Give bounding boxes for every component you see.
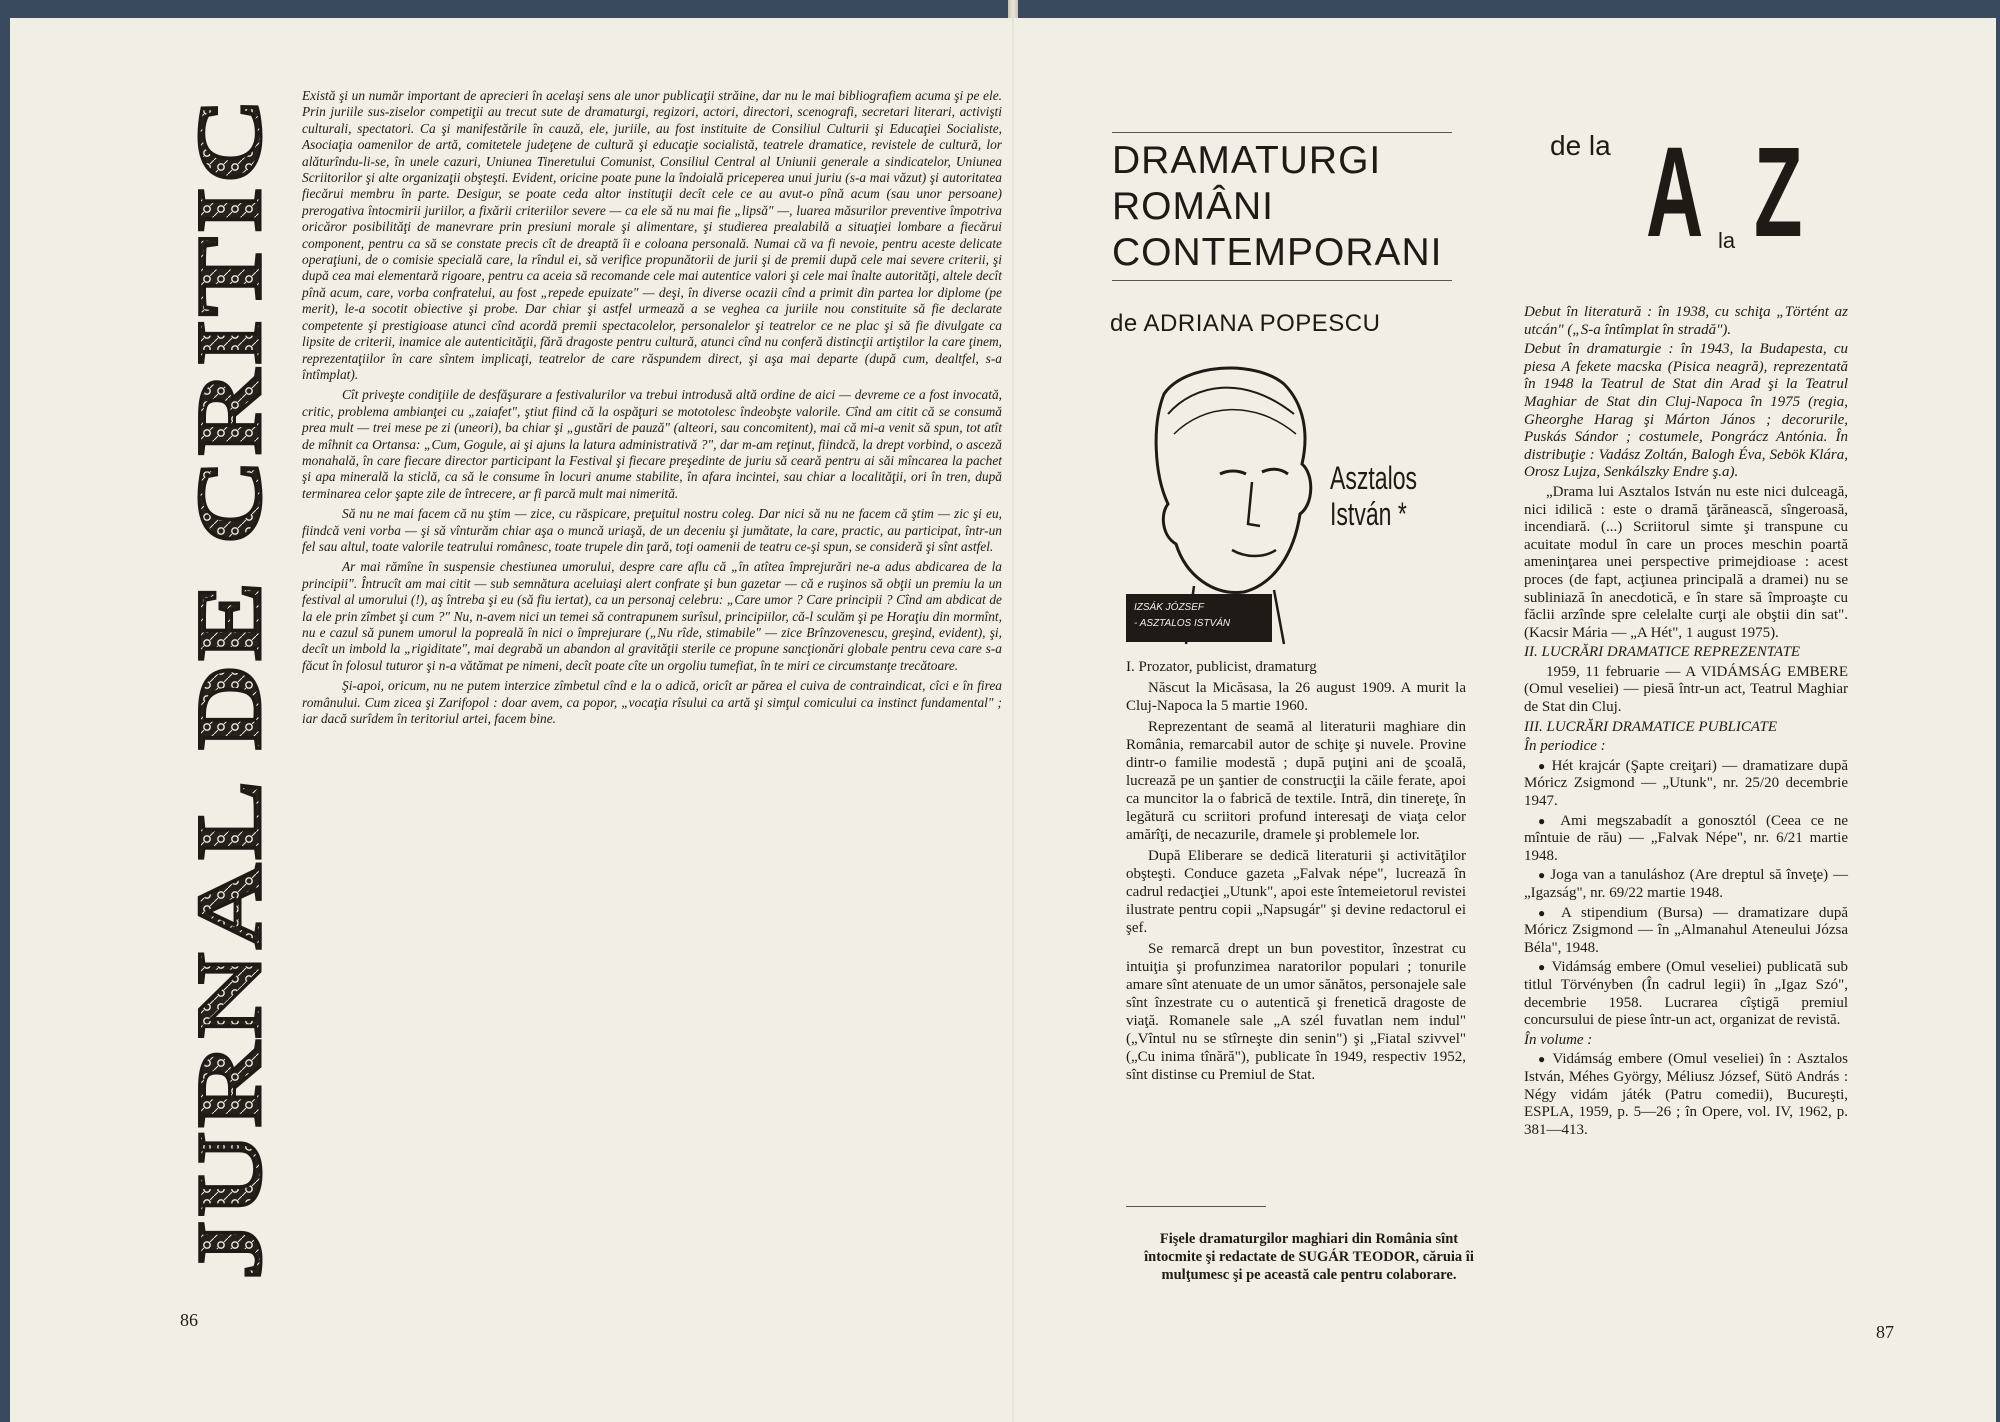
debut-literature: Debut în literatură : în 1938, cu schiţa „Történt az utcán" („S-a întîmplat în stradă"). xyxy=(1524,304,1848,338)
page-number-left: 86 xyxy=(180,1310,198,1330)
works-column xyxy=(1524,304,1848,1141)
credit-note: Fişele dramaturgilor maghiari din România sînt întocmite şi redactate de SUGÁR TEODOR, căruia îi mulţumesc şi pe această cale pentru colaborare. xyxy=(1144,1231,1474,1283)
headline-top-rule xyxy=(1112,132,1452,133)
credit-rule xyxy=(1126,1206,1266,1207)
article-paragraph-3: Să nu ne mai facem că nu ştim — zice, cu răspicare, preţuitul nostru coleg. Dar nici să nu ne facem că ştim — zic şi eu, fiindcă veni vorba — şi să vînturăm chiar aşa o muncă uriaşă, de un deceniu şi jumătate, la care, practic, au participat, într-un fel sau altul, toate valorile teatrului românesc, toate trupele din ţară, toţi oamenii de teatru ce-şi spun, se consideră şi sînt astfel. xyxy=(302,506,1002,554)
section-heading-published: III. LUCRĂRI DRAMATICE PUBLICATE xyxy=(1524,718,1778,735)
list-item-text: Ami megszabadít a gonosztól (Ceea ce ne mîntuie de rău) — „Falvak Népe", nr. 6/21 martie 1948. xyxy=(1524,812,1848,864)
article-paragraph-5: Şi-apoi, oricum, nu ne putem interzice zîmbetul cînd e la o adică, oricît ar părea el cuiva de contraindicat, cîci e în firea românului. Cum zicea şi Zarifopol : doar avem, ca popor, „vocaţia rîsului ca artă şi simţul comicului ca instinct fundamental" ; iar dacă surîdem în teritoriul artei, facem bine. xyxy=(302,678,1002,727)
headline-line-3: CONTEMPORANI xyxy=(1112,231,1443,274)
author-byline: de ADRIANA POPESCU xyxy=(1110,310,1381,337)
list-item-text: Vidámság embere (Omul veseliei) în : Asztalos István, Méhes György, Méliusz József, Sütö András : Négy vidám játék (Patru comedii), Bucureşti, ESPLA, 1959, p. 5—26 ; în Opere, vol. IV, 1962, p. 381—413. xyxy=(1524,1051,1848,1138)
list-item xyxy=(1524,905,1848,958)
subject-name xyxy=(1330,460,1417,532)
list-item xyxy=(1524,867,1848,902)
biography-paragraph-3: După Eliberare se dedică literaturii şi activităţilor obşteşti. Conduce gazeta „Falvak népe", lucrează în cadrul redacţiei „Utunk", apoi este întemeietorul revistei ilustrate pentru copii „Napsugár" şi devine redactorul ei şef. xyxy=(1126,848,1466,936)
bullet-icon: ● xyxy=(1538,1052,1553,1067)
series-headline xyxy=(1112,138,1472,276)
banner-title: JURNAL DE CRITIC xyxy=(178,357,280,1280)
biography-section-title: I. Prozator, publicist, dramaturg xyxy=(1126,659,1317,675)
series-la: la xyxy=(1718,228,1736,253)
critic-quote: „Drama lui Asztalos István nu este nici dulceagă, nici idilică : este o dramă ţărănească, sîngeroasă, incendiară. (...) Scriitorul simte şi transpune cu acuitate modul în care un proces meschin poartă ameninţarea unei perspective primejdioase : acest proces (de fapt, acţiunea principală a dramei) nu se subliniază în anecdotică, e în stare să împroaşte cu făclii arzînde spre celelalte curţi ale obştii din sat". (Kacsir Mária — „A Hét", 1 august 1975). xyxy=(1524,483,1848,641)
ornamental-banner-graphic xyxy=(178,90,280,1288)
list-item-text: Vidámság embere (Omul veseliei) publicată sub titlul Törvényben (În cadrul legii) în „Igaz Szó", decembrie 1958. Lucrarea cîştigă premiul concursului de piese într-un act, organizat de revistă. xyxy=(1524,959,1848,1029)
series-letter-z: Z xyxy=(1754,121,1803,264)
portrait-caption xyxy=(1126,594,1272,642)
bullet-icon: ● xyxy=(1538,758,1552,773)
article-body xyxy=(302,88,1002,731)
list-item xyxy=(1524,813,1848,866)
list-item xyxy=(1524,758,1848,811)
biography-column xyxy=(1126,658,1466,1087)
journal-banner xyxy=(178,90,280,1288)
page-number-right: 87 xyxy=(1876,1322,1894,1342)
bullet-icon: ● xyxy=(1538,905,1561,920)
bullet-icon: ● xyxy=(1538,868,1551,883)
subject-name-line-2: István * xyxy=(1330,496,1407,532)
list-item xyxy=(1524,1051,1848,1139)
biography-paragraph-1: Născut la Micăsasa, la 26 august 1909. A murit la Cluj-Napoca la 5 martie 1960. xyxy=(1126,680,1466,714)
article-paragraph-4: Ar mai rămîne în suspensie chestiunea umorului, despre care aflu că „în atîtea împrejurări ne-a adus abdicarea de la principii". Întrucît am mai citit — sub semnătura aceluiaşi alert confrate şi bun gazetar — că e ruşinos să obţii un premiu la un festival al umorului (!), aş întreba şi eu (să fiu iertat), ca un personaj celebru: „Care umor ? Care principii ? Cînd am abdicat de la ele prin zîmbet şi cum ?" Nu, n-avem nici un temei să contrapunem surîsul, principiilor, că-l sculăm şi pe Horaţiu din mormînt, nu e cazul să punem umorul la popreală în nici o împrejurare („Nu rîde, stimabile" — zice Brînzovenescu, greşind, evident), şi, decît un imbold la „rigiditate", mai degrabă un abandon al gravităţii sterile ce propune sancţionări globale pentru ceva care s-a făcut în folosul tuturor şi n-a vătămat pe nimeni, decît poate cîte un orgoliu tumefiat, în te miri ce circumstanţe trecătoare. xyxy=(302,559,1002,673)
biography-paragraph-2: Reprezentant de seamă al literaturii maghiare din România, remarcabil autor de schiţe şi nuvele. Provine dintr-o familie modestă ; după puţini ani de şcoală, lucrează pe un şantier de construcţii la căile ferate, apoi ca muncitor la o fabrică de textile. Intră, din tinereţe, în legătură cu scriitori profund interesaţi de viaţa celor amărîţi, de necazurile, dramele şi problemele lor. xyxy=(1126,719,1466,843)
bullet-icon: ● xyxy=(1538,960,1552,975)
list-item-text: A stipendium (Bursa) — dramatizare după Móricz Zsigmond — în „Almanahul Ateneului Józsa Béla", 1948. xyxy=(1524,904,1848,956)
series-de-la: de la xyxy=(1550,130,1611,161)
headline-line-1: DRAMATURGI xyxy=(1112,139,1382,182)
section-heading-staged: II. LUCRĂRI DRAMATICE REPREZENTATE xyxy=(1524,644,1801,661)
staged-work: 1959, 11 februarie — A VIDÁMSÁG EMBERE (Omul veseliei) — piesă într-un act, Teatrul Maghiar de Stat din Cluj. xyxy=(1524,663,1848,716)
portrait-caption-line-2: - ASZTALOS ISTVÁN xyxy=(1134,618,1231,629)
subheading-volumes: În volume : xyxy=(1524,1031,1593,1048)
article-paragraph-2: Cît priveşte condiţiile de desfăşurare a festivalurilor va trebui introdusă altă ordine de aici — devreme ce a fost invocată, critic, problema ambianţei cu „zaiafet", ştiut fiind că la ospăţuri se mototolesc îndeobşte valorile. Cînd am citit că se consumă prea mult — trei mese pe zi (uneori), ba chiar şi „gustări de pauză" (alteori, sau concomitent), mai că mi-a venit să spun, tot atît de mîhnit ca Ortansa: „Cum, Gogule, ai şi ajuns la latura administrativă ?", dar m-am reţinut, fiindcă, la drept vorbind, o asceză monahală, în care fiecare director participant la Festival şi fiecare preşedinte de juriu să ceară pentru ai săi mîncarea la pachet şi apa minerală la sticlă, ca să le consume în locuri anume stabilite, în afara incintei, sau chiar a localităţii, ori în tren, după terminarea celor şapte zile de întrecere, ar fi parcă mult mai nimerită. xyxy=(302,387,1002,501)
list-item-text: Joga van a tanuláshoz (Are dreptul să înveţe) — „Igazság", nr. 69/22 martie 1948. xyxy=(1524,867,1848,901)
biography-paragraph-4: Se remarcă drept un bun povestitor, înzestrat cu intuiţia şi profunzimea naratorilor populari ; tonurile amare sînt atenuate de un umor sănătos, personajele sale sînt înzestrate cu o autentică şi frenetică dragoste de viaţă. Romanele sale „A szél fuvatlan nem indul" („Vîntul nu se stîrneşte din senin") şi „Fiatal szivvel" („Cu inima tînără"), publicate în 1949, respectiv 1952, sînt distinse cu Premiul de Stat. xyxy=(1126,941,1466,1083)
right-page xyxy=(1014,18,1996,1422)
debut-drama: Debut în dramaturgie : în 1943, la Budapesta, cu piesa A fekete macska (Pisica neagră), reprezentată în 1948 la Teatrul de Stat din Arad şi la Teatrul Maghiar de Stat din Cluj-Napoca în 1975 (regia, Gheorghe Harag şi Márton János ; decorurile, Puskás Sándor ; costumele, Pongrácz Antónia. În distribuţie : Vadász Zoltán, Balogh Éva, Sebök Klára, Orosz Lujza, Senkálszky Endre ş.a). xyxy=(1524,341,1848,481)
headline-bottom-rule xyxy=(1112,280,1452,281)
series-letter-a: A xyxy=(1646,121,1704,264)
headline-line-2: ROMÂNI xyxy=(1112,185,1274,228)
left-page xyxy=(10,18,1012,1422)
bullet-icon: ● xyxy=(1538,813,1561,828)
portrait-caption-line-1: IZSÁK JÓZSEF xyxy=(1134,602,1205,613)
list-item xyxy=(1524,959,1848,1029)
subject-name-line-1: Asztalos xyxy=(1330,460,1418,496)
subheading-periodicals: În periodice : xyxy=(1524,738,1606,755)
article-paragraph-1: Există şi un număr important de aprecieri în acelaşi sens ale unor publicaţii străine, dar nu le mai bibliografiem acuma şi pe ele. Prin juriile sus-ziselor competiţii au trecut sute de dramaturgi, regizori, actori, directori, scenografi, secretari literari, activişti culturali, spectatori. Ca şi manifestările în cauză, ele, juriile, au fost instituite de Consiliul Culturii şi Educaţiei Socialiste, Asociaţia oamenilor de artă, comitetele judeţene de cultură şi educaţie socialistă, teatrele dramatice, revistele de cultură, lor alăturîndu-li-se, în unele cazuri, Uniunea Tineretului Comunist, Consiliul Central al Uniunii generale a sindicatelor, Uniunea Scriitorilor şi alte organizaţii obşteşti. Evident, oricine poate pune la îndoială priceperea unui juriu (s-a mai văzut) şi autoritatea fiecărui membru în parte. Desigur, se poate ceda altor instituţii decît cele ce au avut-o pînă acum (sau unor persoane) prerogativa întocmirii juriilor, a fixării criteriilor severe — ca ele să nu mai fie „lipsă" —, luarea măsurilor preventive împotriva oricăror posibilităţi de manevrare prin presiuni morale şi alimentare, şi studierea prealabilă a situaţiei lombare a fiecărui component, pentru ca să se constate precis cît de dreaptă îi e coloana personală. Numai că va fi nevoie, pentru aceste delicate operaţiuni, de o comisie specială care, la rîndul ei, să verifice propunătorii de jurii şi de premii după cele mai severe criterii, şi după cea mai elementară rigoare, pentru ca aceia să recomande cele mai autentice valori şi cele mai înalte autorităţi, altele decît pînă acum, care, vorba confratelui, au fost „repede epuizate" — deşi, în diverse ocazii cînd a primit din partea lor diplome (pe merit), le-a socotit obiective şi probe. Dar chiar şi astfel urmează a se veghea ca juriile nou constituite să fie declarate competente şi prestigioase atunci cînd acordă premii spectacolelor, personalelor şi teatrelor ce ne plac şi să fie divulgate ca lipsite de criterii, inamice ale autenticităţii, fără dragoste pentru cultură, atunci cînd nu conferă distincţii artiştilor la care ţinem, reprezentaţiilor în care sîntem implicaţi, teatrelor de care răspundem direct, şi aşa mai departe (după cum, dealtfel, s-a întîmplat). xyxy=(302,88,1002,382)
list-item-text: Hét krajcár (Şapte creiţari) — dramatizare după Móricz Zsigmond — „Utunk", nr. 25/20 decembrie 1947. xyxy=(1524,757,1848,810)
